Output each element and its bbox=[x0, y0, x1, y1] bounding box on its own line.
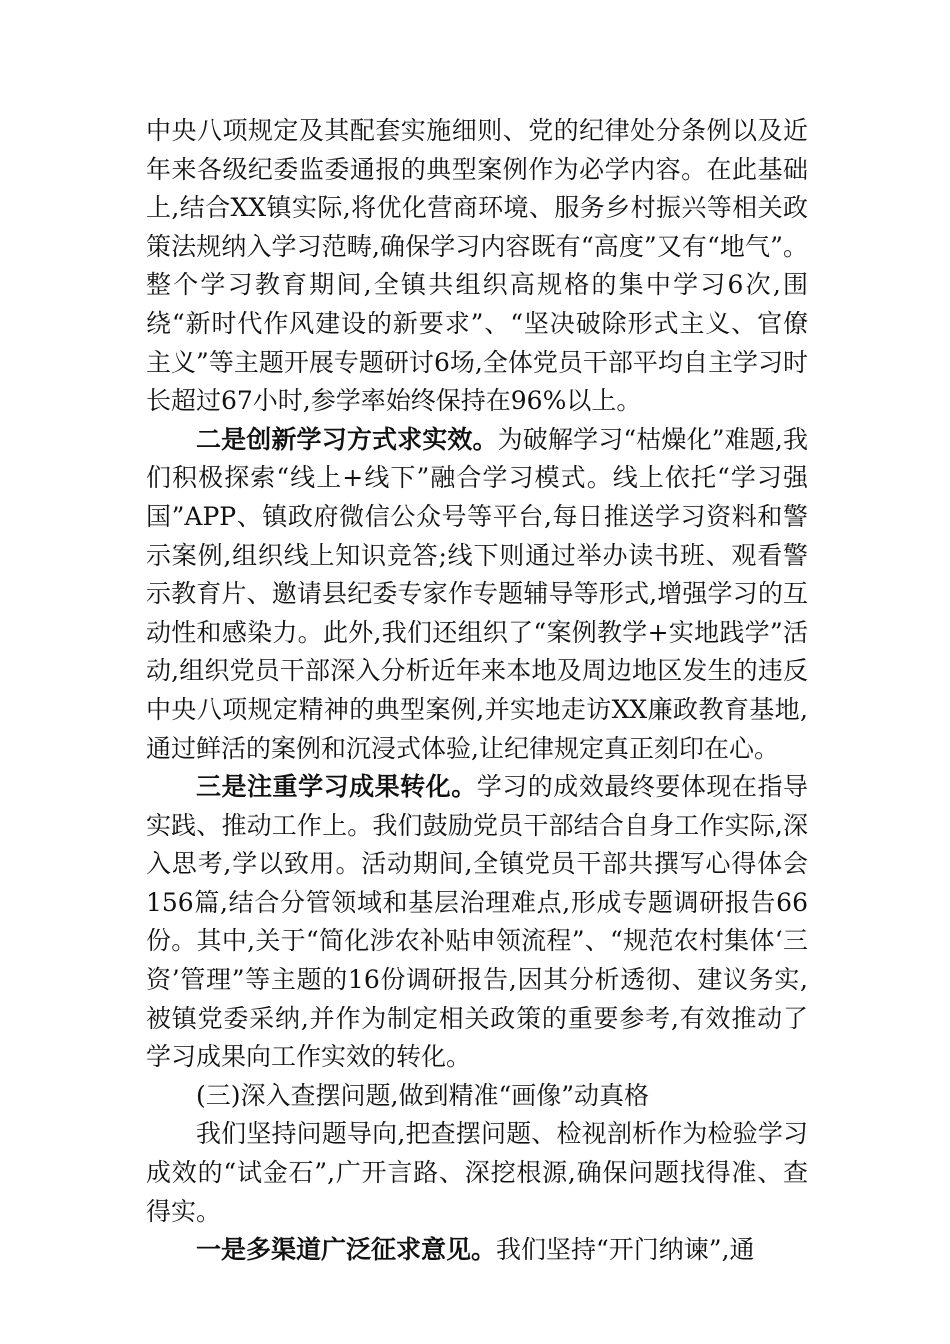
paragraph-study-methods bbox=[146, 421, 808, 768]
body-study-results-transformation: 学习的成效最终要体现在指导实践、推动工作上。我们鼓励党员干部结合自身工作实际,深入思考,学以致用。活动期间,全镇党员干部共撰写心得体会156篇,结合分管领域和基层治理难点,形成专题调研报告66份。其中,关于“简化涉农补贴申领流程”、“规范农村集体‘三资’管理”等主题的16份调研报告,因其分析透彻、建议务实,被镇党委采纳,并作为制定相关政策的重要参考,有效推动了学习成果向工作实效的转化。 bbox=[146, 772, 808, 1072]
paragraph-study-content: 中央八项规定及其配套实施细则、党的纪律处分条例以及近年来各级纪委监委通报的典型案例作为必学内容。在此基础上,结合XX镇实际,将优化营商环境、服务乡村振兴等相关政策法规纳入学习范畴,确保学习内容既有“高度”又有“地气”。整个学习教育期间,全镇共组织高规格的集中学习6次,围绕“新时代作风建设的新要求”、“坚决破除形式主义、官僚主义”等主题开展专题研讨6场,全体党员干部平均自主学习时长超过67小时,参学率始终保持在96%以上。 bbox=[146, 116, 808, 416]
document-page bbox=[146, 112, 808, 1270]
paragraph-problem-orientation: 我们坚持问题导向,把查摆问题、检视剖析作为检验学习成效的“试金石”,广开言路、深挖根源,确保问题找得准、查得实。 bbox=[146, 1119, 808, 1226]
section-heading-three: (三)深入查摆问题,做到精准“画像”动真格 bbox=[196, 1080, 650, 1110]
body-innovate-study-methods: 为破解学习“枯燥化”难题,我们积极探索“线上+线下”融合学习模式。线上依托“学习强国”APP、镇政府微信公众号等平台,每日推送学习资料和警示案例,组织线上知识竞答;线下则通过举办读书班、观看警示教育片、邀请县纪委专家作专题辅导等形式,增强学习的互动性和感染力。此外,我们还组织了“案例教学+实地践学”活动,组织党员干部深入分析近年来本地及周边地区发生的违反中央八项规定精神的典型案例,并实地走访XX廉政教育基地,通过鲜活的案例和沉浸式体验,让纪律规定真正刻印在心。 bbox=[146, 424, 808, 763]
lead-study-results-transformation: 三是注重学习成果转化。 bbox=[196, 772, 477, 802]
paragraph-solicit-opinions bbox=[146, 1231, 808, 1270]
paragraph-study-results bbox=[146, 768, 808, 1077]
lead-innovate-study-methods: 二是创新学习方式求实效。 bbox=[196, 424, 498, 454]
body-solicit-opinions: 我们坚持“开门纳谏”,通 bbox=[496, 1235, 755, 1265]
lead-solicit-opinions: 一是多渠道广泛征求意见。 bbox=[196, 1235, 497, 1265]
